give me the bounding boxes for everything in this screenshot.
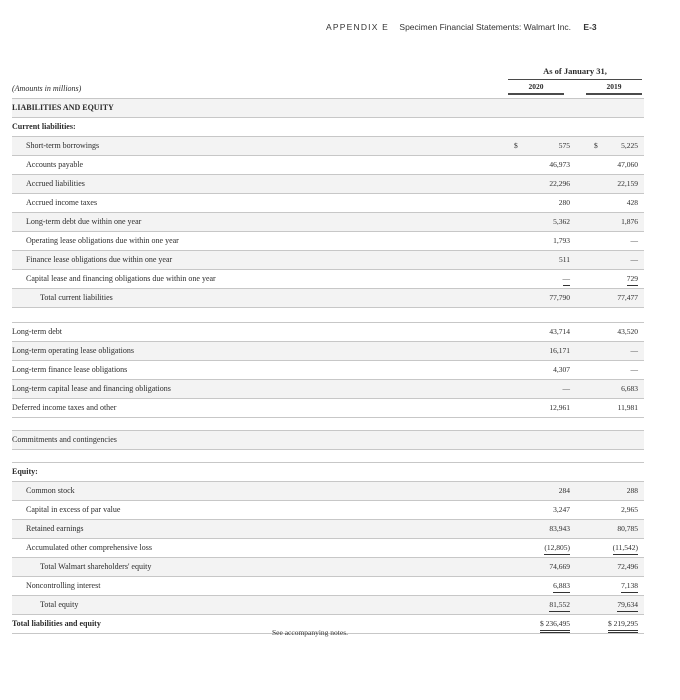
value-2020 <box>512 615 570 633</box>
spacer <box>12 308 644 323</box>
value-2019 <box>580 270 638 288</box>
value-2020: 284 <box>558 486 570 495</box>
page-header <box>326 22 656 32</box>
table-row <box>12 270 644 289</box>
row-label: Total Walmart shareholders' equity <box>40 562 152 571</box>
value-text: 79,634 <box>617 599 638 612</box>
value-2019: 80,785 <box>617 524 638 533</box>
currency-symbol: $ <box>594 141 598 150</box>
value-2020: — <box>562 384 570 393</box>
row-label: Commitments and contingencies <box>12 435 117 444</box>
equity-title: Equity: <box>12 467 38 476</box>
table-row <box>12 137 644 156</box>
value-2019: 2,965 <box>621 505 638 514</box>
value-2020: 46,973 <box>549 160 570 169</box>
table-row <box>12 482 644 501</box>
table-row <box>12 342 644 361</box>
row-label: Total liabilities and equity <box>12 619 101 628</box>
table-row <box>12 232 644 251</box>
shareholders-equity-row <box>12 558 644 577</box>
table-row <box>12 251 644 270</box>
value-2020: 280 <box>558 198 570 207</box>
spacer <box>12 418 644 431</box>
total-equity-row <box>12 596 644 615</box>
equity-title-row <box>12 463 644 482</box>
page-number: E-3 <box>583 22 597 32</box>
total-current-liabilities-row <box>12 289 644 308</box>
row-label: Accumulated other comprehensive loss <box>26 543 152 552</box>
header-title: Specimen Financial Statements: Walmart Inc. <box>399 22 572 32</box>
value-2020: 4,307 <box>553 365 570 374</box>
value-2020 <box>512 270 570 288</box>
value-2019: 43,520 <box>617 327 638 336</box>
value-2020 <box>512 577 570 595</box>
value-2020: 83,943 <box>549 524 570 533</box>
current-liabilities-title-row <box>12 118 644 137</box>
value-text: — <box>563 273 571 286</box>
amounts-note: (Amounts in millions) <box>12 84 82 93</box>
row-label: Capital lease and financing obligations due within one year <box>26 274 216 283</box>
row-label: Capital in excess of par value <box>26 505 121 514</box>
value-2020: 511 <box>559 255 570 264</box>
noncontrolling-row <box>12 577 644 596</box>
value-text: (11,542) <box>613 542 638 555</box>
current-liabilities-title: Current liabilities: <box>12 122 76 131</box>
value-2019: 77,477 <box>617 293 638 302</box>
value-2019: 1,876 <box>621 217 638 226</box>
row-label: Common stock <box>26 486 75 495</box>
row-label: Long-term capital lease and financing obligations <box>12 384 171 393</box>
row-label: Total equity <box>40 600 79 609</box>
spacer <box>12 450 644 463</box>
value-2019: 5,225 <box>621 141 638 150</box>
value-2019 <box>580 577 638 595</box>
value-text: (12,805) <box>544 542 570 555</box>
value-2019: 22,159 <box>617 179 638 188</box>
value-text: 6,883 <box>553 580 570 593</box>
value-2020 <box>512 539 570 557</box>
value-2019: — <box>630 255 638 264</box>
table-row <box>12 539 644 558</box>
row-label: Deferred income taxes and other <box>12 403 117 412</box>
table-row <box>12 361 644 380</box>
table-row <box>12 399 644 418</box>
amounts-note-row <box>12 80 644 99</box>
row-label: Total current liabilities <box>40 293 113 302</box>
table-row <box>12 175 644 194</box>
value-2020: 3,247 <box>553 505 570 514</box>
value-text: 81,552 <box>549 599 570 612</box>
table-row <box>12 194 644 213</box>
value-2020: 1,793 <box>553 236 570 245</box>
value-2019 <box>580 539 638 557</box>
value-text: $ 219,295 <box>608 618 638 633</box>
table-row <box>12 156 644 175</box>
table-row <box>12 213 644 232</box>
value-2019: — <box>630 365 638 374</box>
table-row <box>12 323 644 342</box>
row-label: Long-term debt due within one year <box>26 217 142 226</box>
value-2019: 428 <box>626 198 638 207</box>
value-2019: 288 <box>626 486 638 495</box>
year-2020-header: 2020 <box>508 82 564 95</box>
value-2020: 16,171 <box>549 346 570 355</box>
commitments-row <box>12 431 644 450</box>
row-label: Accrued income taxes <box>26 198 98 207</box>
row-label: Long-term operating lease obligations <box>12 346 134 355</box>
balance-sheet-table <box>12 80 644 634</box>
row-label: Finance lease obligations due within one year <box>26 255 173 264</box>
value-2019: — <box>630 236 638 245</box>
row-label: Operating lease obligations due within one year <box>26 236 179 245</box>
value-2020: 74,669 <box>549 562 570 571</box>
value-2020: 5,362 <box>553 217 570 226</box>
row-label: Noncontrolling interest <box>26 581 101 590</box>
currency-symbol: $ <box>514 141 518 150</box>
table-row <box>12 380 644 399</box>
value-text: 7,138 <box>621 580 638 593</box>
value-2019: 6,683 <box>621 384 638 393</box>
value-2020 <box>512 596 570 614</box>
as-of-heading: As of January 31, <box>508 66 642 80</box>
appendix-label: APPENDIX E <box>326 22 390 32</box>
value-2020: 22,296 <box>549 179 570 188</box>
value-2019 <box>580 596 638 614</box>
row-label: Retained earnings <box>26 524 84 533</box>
value-2020: 12,961 <box>549 403 570 412</box>
value-2019: — <box>630 346 638 355</box>
value-2020: 77,790 <box>549 293 570 302</box>
value-text: 729 <box>627 273 638 286</box>
value-2019: 72,496 <box>617 562 638 571</box>
row-label: Short-term borrowings <box>26 141 100 150</box>
value-2019 <box>580 615 638 633</box>
table-row <box>12 501 644 520</box>
value-2019: 11,981 <box>617 403 638 412</box>
footnote: See accompanying notes. <box>272 628 349 637</box>
row-label: Long-term finance lease obligations <box>12 365 128 374</box>
value-2019: 47,060 <box>617 160 638 169</box>
section-title-row <box>12 99 644 118</box>
section-title: LIABILITIES AND EQUITY <box>12 103 114 112</box>
value-2020: 575 <box>558 141 570 150</box>
row-label: Accrued liabilities <box>26 179 85 188</box>
row-label: Long-term debt <box>12 327 62 336</box>
table-row <box>12 520 644 539</box>
value-2020: 43,714 <box>549 327 570 336</box>
value-text: $ 236,495 <box>540 618 570 633</box>
year-2019-header: 2019 <box>586 82 642 95</box>
row-label: Accounts payable <box>26 160 84 169</box>
